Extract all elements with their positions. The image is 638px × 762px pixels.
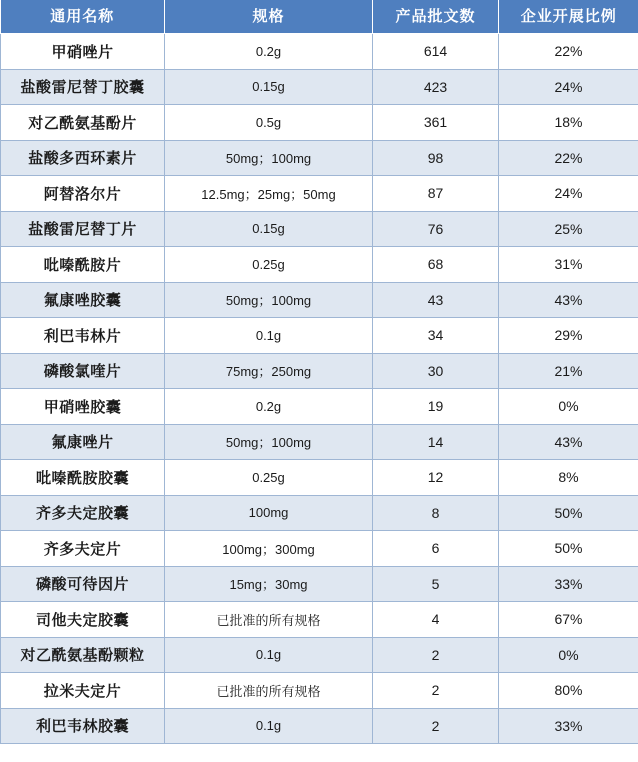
cell-enterprise-ratio: 24% [499,69,638,105]
column-header-specification: 规格 [165,0,373,34]
table-row [1,247,638,283]
cell-approval-count: 87 [373,176,499,212]
table-row [1,460,638,496]
table-row [1,531,638,567]
cell-enterprise-ratio: 67% [499,602,638,638]
cell-specification: 0.5g [165,105,373,141]
cell-approval-count: 76 [373,211,499,247]
cell-specification: 50mg；100mg [165,424,373,460]
cell-approval-count: 614 [373,34,499,70]
cell-enterprise-ratio: 0% [499,637,638,673]
cell-generic-name: 对乙酰氨基酚片 [1,105,165,141]
cell-approval-count: 4 [373,602,499,638]
table-row [1,566,638,602]
cell-specification: 0.2g [165,389,373,425]
cell-specification: 0.1g [165,708,373,744]
cell-specification: 0.25g [165,460,373,496]
cell-generic-name: 齐多夫定胶囊 [1,495,165,531]
cell-specification: 100mg；300mg [165,531,373,567]
cell-enterprise-ratio: 25% [499,211,638,247]
cell-specification: 已批准的所有规格 [165,602,373,638]
cell-approval-count: 361 [373,105,499,141]
cell-specification: 0.15g [165,211,373,247]
table-row [1,140,638,176]
cell-specification: 12.5mg；25mg；50mg [165,176,373,212]
cell-generic-name: 盐酸多西环素片 [1,140,165,176]
cell-specification: 0.25g [165,247,373,283]
cell-approval-count: 19 [373,389,499,425]
cell-generic-name: 吡嗪酰胺片 [1,247,165,283]
table-row [1,708,638,744]
cell-enterprise-ratio: 50% [499,531,638,567]
cell-generic-name: 氟康唑胶囊 [1,282,165,318]
cell-specification: 50mg；100mg [165,140,373,176]
table-row [1,353,638,389]
table-header-row [1,0,638,34]
cell-approval-count: 68 [373,247,499,283]
cell-enterprise-ratio: 43% [499,424,638,460]
cell-enterprise-ratio: 31% [499,247,638,283]
cell-approval-count: 12 [373,460,499,496]
cell-generic-name: 阿替洛尔片 [1,176,165,212]
table-row [1,495,638,531]
cell-generic-name: 磷酸氯喹片 [1,353,165,389]
cell-specification: 0.2g [165,34,373,70]
cell-enterprise-ratio: 80% [499,673,638,709]
cell-specification: 0.15g [165,69,373,105]
table-row [1,318,638,354]
table-row [1,673,638,709]
cell-generic-name: 盐酸雷尼替丁片 [1,211,165,247]
table-header [1,0,638,34]
table-row [1,389,638,425]
table-row [1,602,638,638]
cell-specification: 0.1g [165,637,373,673]
cell-generic-name: 甲硝唑片 [1,34,165,70]
cell-generic-name: 磷酸可待因片 [1,566,165,602]
cell-approval-count: 14 [373,424,499,460]
cell-enterprise-ratio: 29% [499,318,638,354]
cell-generic-name: 拉米夫定片 [1,673,165,709]
cell-enterprise-ratio: 24% [499,176,638,212]
cell-approval-count: 43 [373,282,499,318]
cell-enterprise-ratio: 8% [499,460,638,496]
cell-approval-count: 5 [373,566,499,602]
table-body [1,34,638,744]
cell-generic-name: 齐多夫定片 [1,531,165,567]
cell-generic-name: 盐酸雷尼替丁胶囊 [1,69,165,105]
cell-approval-count: 30 [373,353,499,389]
cell-enterprise-ratio: 33% [499,566,638,602]
cell-approval-count: 2 [373,708,499,744]
cell-approval-count: 2 [373,673,499,709]
cell-enterprise-ratio: 21% [499,353,638,389]
column-header-enterprise-ratio: 企业开展比例 [499,0,638,34]
column-header-approval-count: 产品批文数 [373,0,499,34]
cell-generic-name: 对乙酰氨基酚颗粒 [1,637,165,673]
cell-specification: 75mg；250mg [165,353,373,389]
table-row [1,424,638,460]
cell-generic-name: 甲硝唑胶囊 [1,389,165,425]
cell-enterprise-ratio: 18% [499,105,638,141]
table-row [1,105,638,141]
cell-specification: 已批准的所有规格 [165,673,373,709]
table-row [1,34,638,70]
table-row [1,69,638,105]
cell-approval-count: 34 [373,318,499,354]
cell-enterprise-ratio: 0% [499,389,638,425]
cell-generic-name: 吡嗪酰胺胶囊 [1,460,165,496]
cell-approval-count: 6 [373,531,499,567]
cell-approval-count: 8 [373,495,499,531]
cell-approval-count: 2 [373,637,499,673]
table-row [1,176,638,212]
cell-generic-name: 利巴韦林胶囊 [1,708,165,744]
cell-enterprise-ratio: 33% [499,708,638,744]
cell-specification: 50mg；100mg [165,282,373,318]
cell-enterprise-ratio: 50% [499,495,638,531]
cell-generic-name: 氟康唑片 [1,424,165,460]
cell-specification: 0.1g [165,318,373,354]
column-header-generic-name: 通用名称 [1,0,165,34]
cell-approval-count: 423 [373,69,499,105]
table-row [1,282,638,318]
cell-enterprise-ratio: 22% [499,140,638,176]
cell-approval-count: 98 [373,140,499,176]
cell-specification: 15mg；30mg [165,566,373,602]
cell-enterprise-ratio: 43% [499,282,638,318]
cell-generic-name: 利巴韦林片 [1,318,165,354]
cell-specification: 100mg [165,495,373,531]
table-row [1,637,638,673]
cell-enterprise-ratio: 22% [499,34,638,70]
cell-generic-name: 司他夫定胶囊 [1,602,165,638]
table-row [1,211,638,247]
